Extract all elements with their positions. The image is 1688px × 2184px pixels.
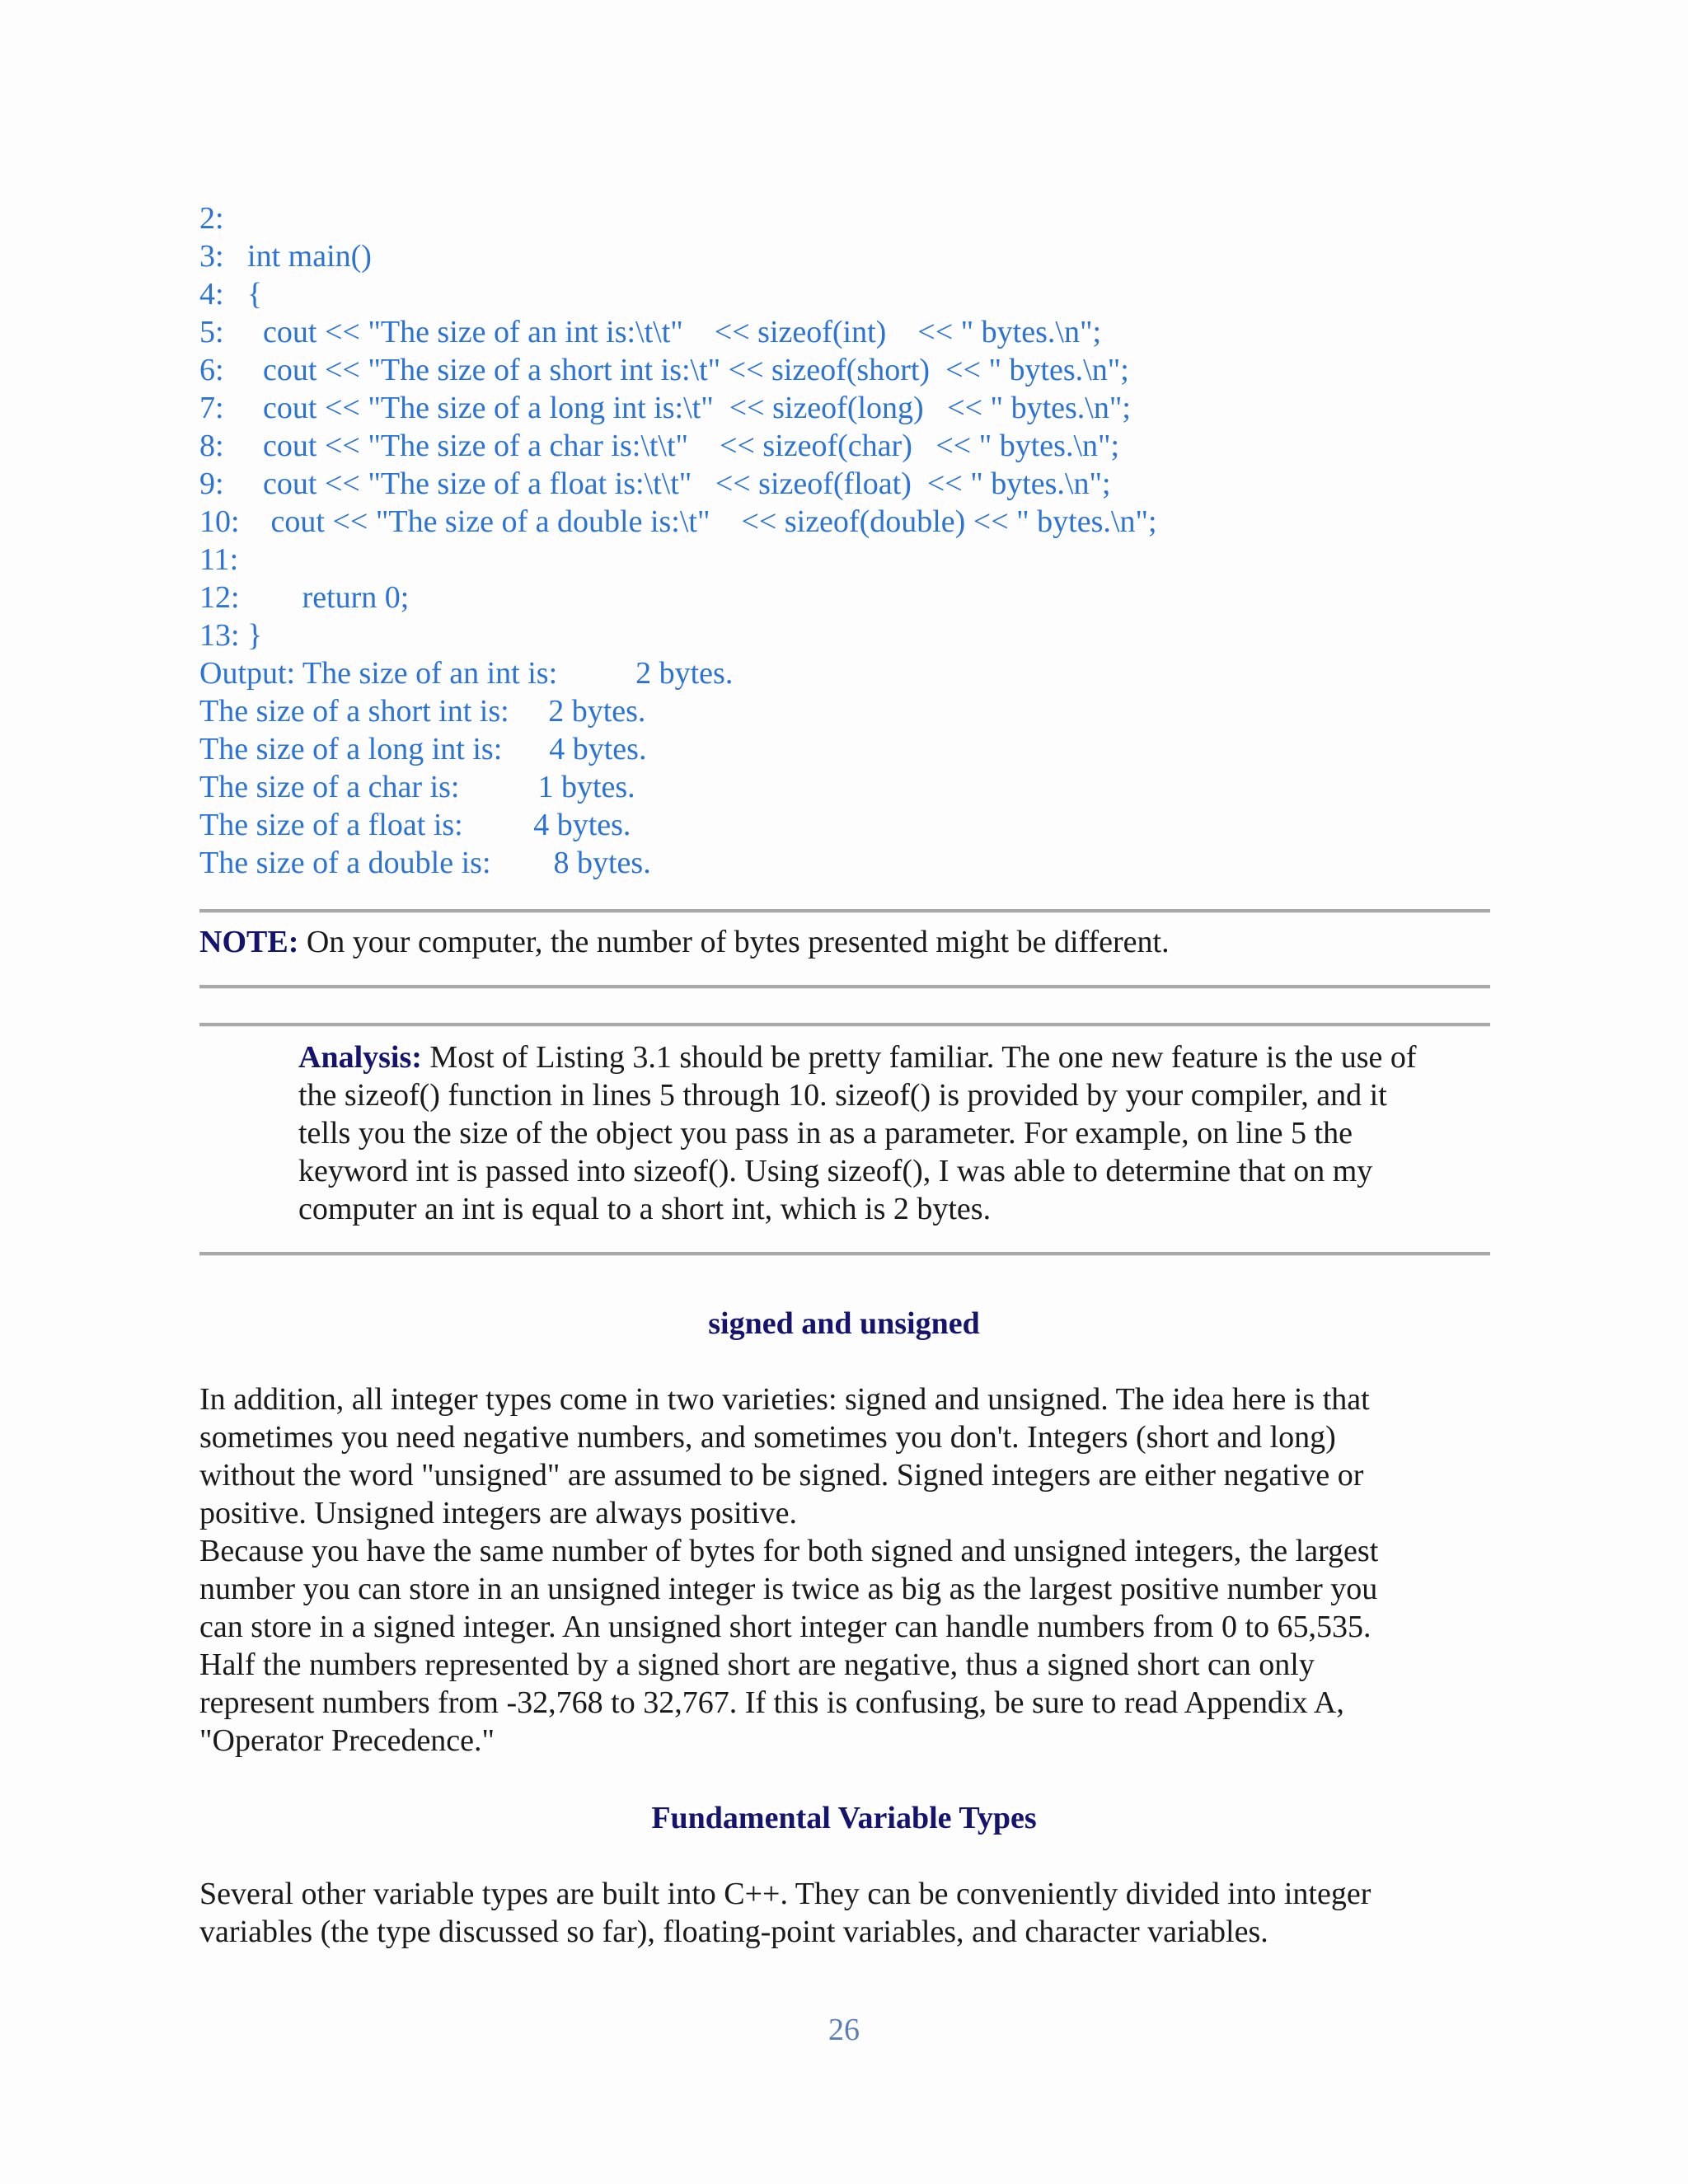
body-line: number you can store in an unsigned integer is twice as big as the largest positive number you [199,1572,1378,1606]
analysis-line [298,1038,1417,1076]
output-line: The size of a char is: 1 bytes. [199,770,635,804]
section-heading: signed and unsigned [708,1306,980,1341]
output-line: Output: The size of an int is: 2 bytes. [199,656,734,691]
body-line: can store in a signed integer. An unsigned short integer can handle numbers from 0 to 65,535. [199,1610,1372,1644]
divider-rule [199,985,1490,989]
code-line: 7: cout << "The size of a long int is:\t" << sizeof(long) << " bytes.\n"; [199,391,1131,425]
section-heading: Fundamental Variable Types [651,1801,1037,1835]
code-line: 5: cout << "The size of an int is:\t\t" << sizeof(int) << " bytes.\n"; [199,315,1102,349]
body-line: Half the numbers represented by a signed short are negative, thus a signed short can only [199,1647,1315,1682]
code-line: 4: { [199,277,263,312]
analysis-label: Analysis: [298,1040,422,1075]
body-line: "Operator Precedence." [199,1723,495,1758]
analysis-line: computer an int is equal to a short int, which is 2 bytes. [298,1192,992,1226]
body-line: variables (the type discussed so far), floating-point variables, and character variables. [199,1915,1268,1949]
note-label: NOTE: [199,925,299,959]
code-line: 12: return 0; [199,580,410,615]
code-line: 11: [199,542,239,577]
divider-rule [199,1252,1490,1256]
code-line: 2: [199,201,224,236]
body-line: Because you have the same number of bytes for both signed and unsigned integers, the largest [199,1534,1379,1568]
code-line: 13: } [199,618,263,653]
divider-rule [199,1023,1490,1027]
analysis-text: Most of Listing 3.1 should be pretty familiar. The one new feature is the use of [421,1040,1417,1075]
body-line: In addition, all integer types come in two varieties: signed and unsigned. The idea here is that [199,1382,1370,1417]
output-line: The size of a short int is: 2 bytes. [199,694,646,729]
output-line: The size of a long int is: 4 bytes. [199,732,647,766]
analysis-line: keyword int is passed into sizeof(). Using sizeof(), I was able to determine that on my [298,1154,1373,1188]
code-line: 6: cout << "The size of a short int is:\t" << sizeof(short) << " bytes.\n"; [199,353,1129,387]
note-paragraph [199,923,1170,961]
analysis-line: tells you the size of the object you pass in as a parameter. For example, on line 5 the [298,1116,1353,1151]
body-line: without the word "unsigned" are assumed to be signed. Signed integers are either negative or [199,1458,1364,1493]
body-line: represent numbers from -32,768 to 32,767. If this is confusing, be sure to read Appendix A, [199,1685,1344,1720]
body-line: Several other variable types are built into C++. They can be conveniently divided into integer [199,1877,1372,1911]
output-line: The size of a float is: 4 bytes. [199,808,631,842]
code-line: 8: cout << "The size of a char is:\t\t" << sizeof(char) << " bytes.\n"; [199,429,1120,463]
body-line: sometimes you need negative numbers, and sometimes you don't. Integers (short and long) [199,1420,1336,1455]
note-text: On your computer, the number of bytes presented might be different. [298,925,1170,959]
page-number: 26 [828,2013,860,2047]
code-line: 10: cout << "The size of a double is:\t" << sizeof(double) << " bytes.\n"; [199,504,1157,539]
analysis-line: the sizeof() function in lines 5 through 10. sizeof() is provided by your compiler, and it [298,1078,1387,1113]
code-line: 9: cout << "The size of a float is:\t\t" << sizeof(float) << " bytes.\n"; [199,466,1111,501]
body-line: positive. Unsigned integers are always positive. [199,1496,798,1530]
output-line: The size of a double is: 8 bytes. [199,846,651,880]
code-line: 3: int main() [199,239,372,274]
divider-rule [199,909,1490,913]
